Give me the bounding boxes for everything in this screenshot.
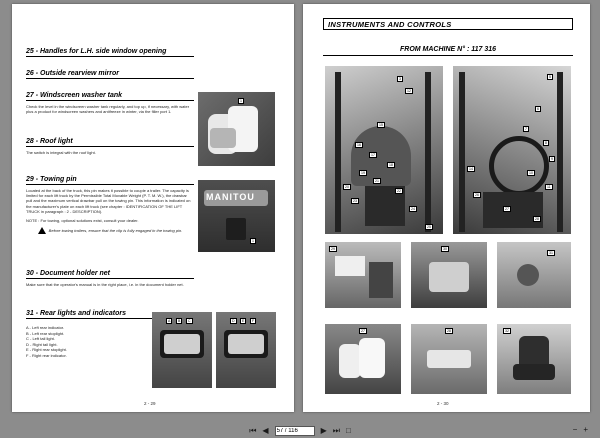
section-heading: 30 - Document holder net [26,270,194,279]
photo-label: 32 [505,329,509,333]
photo-label: 29 [331,247,335,251]
photo-label: 27 [361,329,365,333]
rear-light-left-photo [152,312,212,388]
photo-label: 10 [529,171,533,175]
photo-label: A [168,319,171,323]
photo-label: 30 [443,247,447,251]
photo-label: F [252,319,255,323]
warning-text: Before towing trailers, ensure that the clip is fully engaged in the towing pin. [48,228,183,234]
photo-label: 24 [411,207,415,211]
cab-right-photo [453,66,571,234]
towing-warning [26,227,194,234]
photo-label: 6 [537,107,539,111]
last-page-icon[interactable]: ⏭ [332,426,340,435]
page-title-text: INSTRUMENTS AND CONTROLS [328,19,452,29]
rear-light-right-photo [216,312,276,388]
photo-label: 26 [475,193,479,197]
first-page-icon[interactable]: ⏮ [249,426,257,435]
photo-label: 12 [407,89,411,93]
photo-label: 25 [427,225,431,229]
list-item: D - Right tail light. [26,341,58,347]
detail-photo-29 [325,242,401,308]
section-27 [26,92,194,114]
photo-label: D [232,319,235,323]
warning-icon [38,227,46,234]
page-input[interactable] [275,426,315,436]
section-heading: 25 - Handles for L.H. side window opening [26,48,194,57]
photo-label: 3 [399,77,401,81]
section-text: The switch is integral with the roof light. [26,150,96,155]
prev-page-icon[interactable]: ◀ [262,426,269,435]
section-heading: 27 - Windscreen washer tank [26,92,194,101]
section-heading: 31 - Rear lights and indicators [26,310,194,319]
photo-label: 11 [547,185,551,189]
towing-note: NOTE : For towing, optional solutions exist, consult your dealer. [26,218,139,224]
fit-page-icon[interactable]: □ [345,426,351,435]
detail-photo-27 [325,324,401,394]
photo-label: C [188,319,191,323]
toolbar-right [573,426,588,434]
photo-label: 22 [397,189,401,193]
photo-label: 17 [371,153,375,157]
photo-label: 8 [545,141,547,145]
list-item: B - Left rear stoplight. [26,330,65,336]
section-text: Check the level in the windscreen washer tank regularly, and top up, if necessary, with water plus a product for windscreen washers and antifreeze in winter, via the filler port 1. [26,104,190,115]
zoom-in-icon[interactable]: + [583,425,588,434]
photo-label: 21 [375,179,379,183]
next-page-icon[interactable]: ▶ [320,426,327,435]
photo-label: 20 [345,185,349,189]
photo-label: 19 [361,171,365,175]
photo-label: 14 [469,167,473,171]
photo-label: B [178,319,181,323]
photo-label: 15 [379,123,383,127]
left-page [12,4,294,412]
section-heading: 28 - Roof light [26,138,194,147]
photo-label: E [242,319,245,323]
photo-label: 27 [505,207,509,211]
detail-photo-31 [497,242,571,308]
right-page [303,4,590,412]
section-30 [26,270,194,287]
detail-photo-32 [497,324,571,394]
photo-label: 7 [525,127,527,131]
page-title [323,18,573,30]
section-29 [26,176,194,234]
list-item: A - Left rear indicator. [26,325,65,330]
list-item: E - Right rear stoplight. [26,347,67,352]
photo-label: 16 [357,143,361,147]
photo-label: 28 [447,329,451,333]
zoom-out-icon[interactable]: − [572,425,578,434]
viewer-toolbar [0,424,600,438]
section-25 [26,48,194,57]
manitou-logo: MANITOU [206,192,255,202]
photo-label: 23 [353,199,357,203]
photo-label: 1 [240,99,242,103]
page-number: 2 - 29 [144,401,156,406]
section-26 [26,70,194,79]
section-text: Make sure that the operator's manual is in the right place, i.e. in the document holder net. [26,282,184,287]
machine-heading: FROM MACHINE N° : 117 316 [323,46,573,56]
towing-pin-photo [198,180,275,252]
section-text: Located at the back of the truck, this pin makes it possible to couple a trailer. The capacity is limited for each lift truck by the Permissible Total Movable Weight (P. T. M. W.), the drawbar pull and the maximum vertical drawbar pull on the towing pin. This information is indicated on the manufacturer's plate on each lift truck (see chapter : IDENTIFICATION OF THE LIFT TRUCK in paragraph : 2 - DESCRIPTION). [26,188,191,214]
detail-photo-30 [411,242,487,308]
detail-photo-28 [411,324,487,394]
page-number: 2 - 30 [437,401,449,406]
photo-label: 5 [549,75,551,79]
photo-label: 31 [549,251,553,255]
cab-left-photo [325,66,443,234]
list-item: C - Left tail light. [26,336,55,341]
page-selector [275,426,315,436]
photo-label: 1 [252,239,254,243]
washer-tank-photo [198,92,275,166]
section-28 [26,138,194,155]
section-heading: 29 - Towing pin [26,176,194,185]
photo-label: 28 [535,217,539,221]
section-heading: 26 - Outside rearview mirror [26,70,194,79]
photo-label: 18 [389,163,393,167]
list-item: F - Right rear indicator. [26,352,67,358]
photo-label: 9 [551,157,553,161]
